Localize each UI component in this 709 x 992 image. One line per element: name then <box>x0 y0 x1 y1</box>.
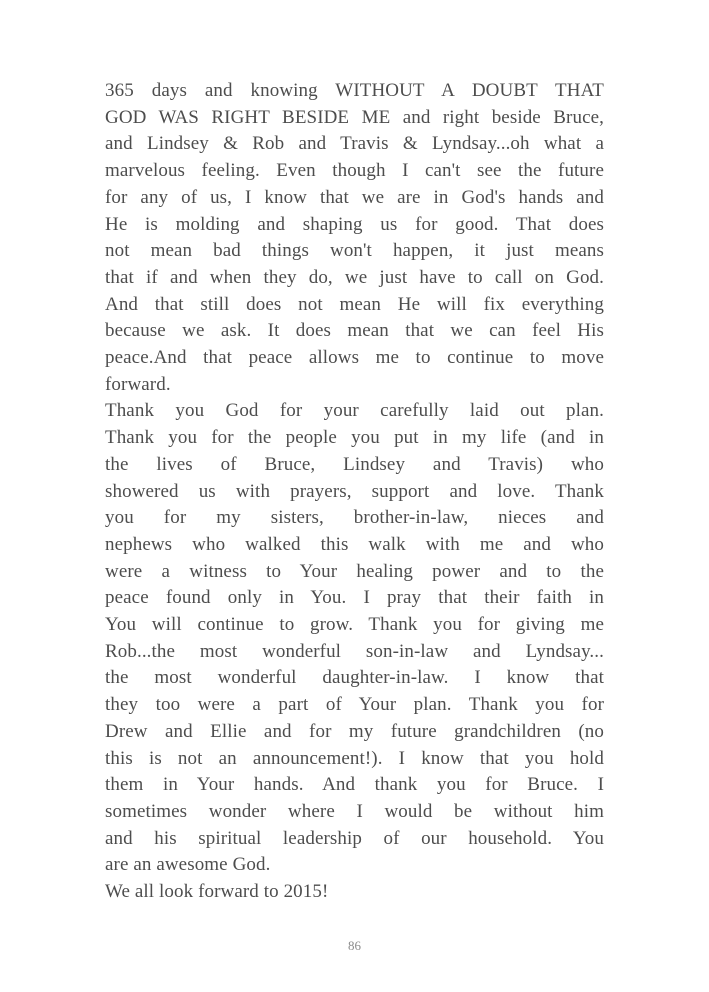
text-line: this is not an announcement!). I know that you hold <box>105 747 604 769</box>
text-line: for any of us, I know that we are in God's hands and <box>105 186 604 208</box>
text-line: forward. <box>105 373 171 395</box>
text-line: And that still does not mean He will fix everything <box>105 293 604 315</box>
text-line: He is molding and shaping us for good. That does <box>105 213 604 235</box>
text-line: were a witness to Your healing power and to the <box>105 560 604 582</box>
text-line: peace found only in You. I pray that their faith in <box>105 587 604 609</box>
text-line: and his spiritual leadership of our household. You <box>105 827 604 849</box>
text-line: they too were a part of Your plan. Thank you for <box>105 694 604 716</box>
text-line: them in Your hands. And thank you for Bruce. I <box>105 774 604 796</box>
text-line: Thank you God for your carefully laid out plan. <box>105 400 604 422</box>
paragraph <box>105 398 604 879</box>
text-line: We all look forward to 2015! <box>105 881 329 903</box>
text-line: peace.And that peace allows me to continue to move <box>105 347 604 369</box>
text-line: nephews who walked this walk with me and who <box>105 533 604 555</box>
text-line: sometimes wonder where I would be without him <box>105 800 604 822</box>
paragraph <box>105 78 604 398</box>
text-line: Rob...the most wonderful son-in-law and Lyndsay... <box>105 640 604 662</box>
text-line: marvelous feeling. Even though I can't see the future <box>105 160 604 182</box>
text-line: that if and when they do, we just have to call on God. <box>105 266 604 288</box>
text-line: You will continue to grow. Thank you for giving me <box>105 614 604 636</box>
text-line: you for my sisters, brother-in-law, nieces and <box>105 507 604 529</box>
text-line: the most wonderful daughter-in-law. I know that <box>105 667 604 689</box>
text-line: are an awesome God. <box>105 854 271 876</box>
text-line: and Lindsey & Rob and Travis & Lyndsay...oh what a <box>105 133 604 155</box>
paragraph <box>105 879 604 906</box>
text-line: because we ask. It does mean that we can feel His <box>105 320 604 342</box>
text-line: not mean bad things won't happen, it just means <box>105 240 604 262</box>
text-line: Drew and Ellie and for my future grandchildren (no <box>105 720 604 742</box>
text-line: GOD WAS RIGHT BESIDE ME and right beside Bruce, <box>105 106 604 128</box>
text-line: showered us with prayers, support and love. Thank <box>105 480 604 502</box>
text-line: the lives of Bruce, Lindsey and Travis) who <box>105 453 604 475</box>
page-number: 86 <box>348 938 361 953</box>
text-line: 365 days and knowing WITHOUT A DOUBT THAT <box>105 80 604 101</box>
text-line: Thank you for the people you put in my life (and in <box>105 427 604 449</box>
page-text-block <box>105 78 604 906</box>
